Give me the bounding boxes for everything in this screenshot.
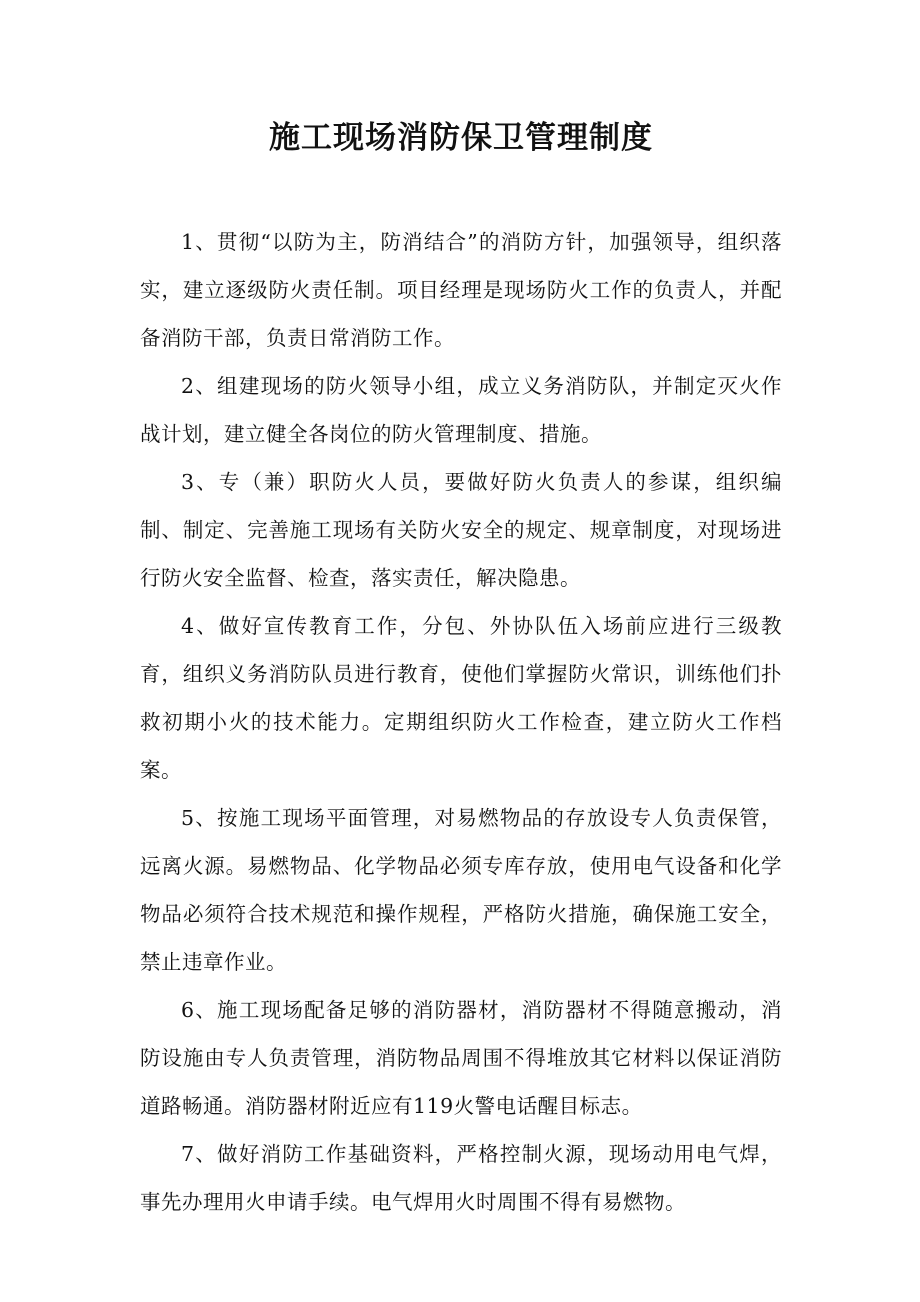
paragraph-2: 2、组建现场的防火领导小组，成立义务消防队，并制定灭火作战计划，建立健全各岗位的防火管理制度、措施。	[140, 374, 782, 446]
paragraph-5: 5、按施工现场平面管理，对易燃物品的存放设专人负责保管，远离火源。易燃物品、化学物品必须专库存放，使用电气设备和化学物品必须符合技术规范和操作规程，严格防火措施，确保施工安全，禁止违章作业。	[140, 806, 782, 974]
paragraph-7: 7、做好消防工作基础资料，严格控制火源，现场动用电气焊，事先办理用火申请手续。电气焊用火时周围不得有易燃物。	[140, 1142, 782, 1214]
paragraph-1: 1、贯彻“以防为主，防消结合”的消防方针，加强领导，组织落实，建立逐级防火责任制。项目经理是现场防火工作的负责人，并配备消防干部，负责日常消防工作。	[140, 230, 782, 350]
paragraph-3: 3、专（兼）职防火人员，要做好防火负责人的参谋，组织编制、制定、完善施工现场有关防火安全的规定、规章制度，对现场进行防火安全监督、检查，落实责任，解决隐患。	[140, 470, 782, 590]
paragraph-4: 4、做好宣传教育工作，分包、外协队伍入场前应进行三级教育，组织义务消防队员进行教育，使他们掌握防火常识，训练他们扑救初期小火的技术能力。定期组织防火工作检查，建立防火工作档案。	[140, 614, 782, 782]
document-body	[140, 218, 782, 1226]
document-title: 施工现场消防保卫管理制度	[269, 120, 653, 156]
paragraph-6: 6、施工现场配备足够的消防器材，消防器材不得随意搬动，消防设施由专人负责管理，消防物品周围不得堆放其它材料以保证消防道路畅通。消防器材附近应有119火警电话醒目标志。	[140, 998, 782, 1118]
